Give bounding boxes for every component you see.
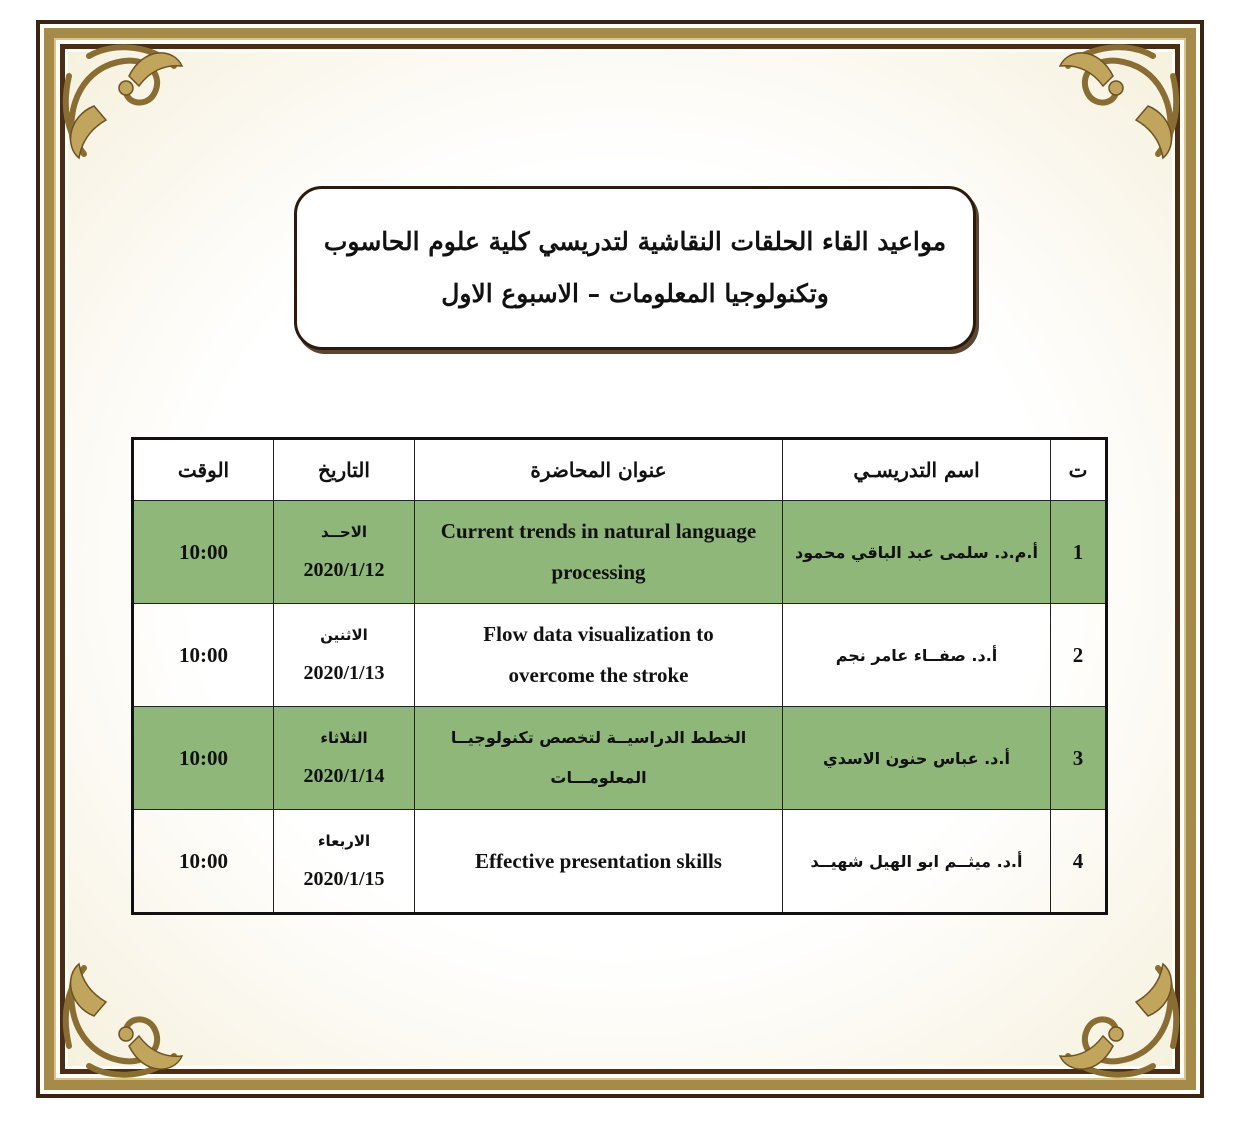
row-date: 2020/1/15	[303, 868, 385, 890]
table-row	[133, 501, 1107, 604]
corner-ornament-top-left-icon	[54, 36, 204, 166]
row-num: 2	[1051, 604, 1107, 707]
row-date: 2020/1/12	[303, 559, 385, 581]
title-box	[294, 186, 976, 350]
row-lecture: Current trends in natural language processing	[415, 501, 783, 604]
corner-ornament-top-right-icon	[1038, 36, 1188, 166]
row-date-cell	[274, 604, 415, 707]
row-name: أ.د. عباس حنون الاسدي	[783, 707, 1051, 810]
row-date: 2020/1/13	[303, 662, 385, 684]
table-row	[133, 810, 1107, 914]
header-time: الوقت	[133, 439, 274, 501]
row-date-cell	[274, 810, 415, 914]
row-time: 10:00	[133, 810, 274, 914]
schedule-table	[131, 437, 1108, 915]
row-num: 3	[1051, 707, 1107, 810]
corner-ornament-bottom-left-icon	[54, 956, 204, 1086]
row-day: الاثنين	[320, 626, 368, 644]
row-time: 10:00	[133, 501, 274, 604]
table-header-row	[133, 439, 1107, 501]
header-num: ت	[1051, 439, 1107, 501]
row-lecture: الخطط الدراسيــة لتخصص تكنولوجيــا المعلومـــات	[415, 707, 783, 810]
table-row	[133, 604, 1107, 707]
row-num: 1	[1051, 501, 1107, 604]
row-day: الثلاثاء	[320, 729, 368, 747]
header-name: اسم التدريسـي	[783, 439, 1051, 501]
row-lecture: Effective presentation skills	[415, 810, 783, 914]
title-line-2: وتكنولوجيا المعلومات – الاسبوع الاول	[441, 279, 829, 308]
corner-ornament-bottom-right-icon	[1038, 956, 1188, 1086]
row-day: الاربعاء	[317, 832, 371, 850]
header-lecture: عنوان المحاضرة	[415, 439, 783, 501]
row-date: 2020/1/14	[303, 765, 385, 787]
row-name: أ.د. ميثــم ابو الهيل شهيــد	[783, 810, 1051, 914]
row-time: 10:00	[133, 604, 274, 707]
table-row	[133, 707, 1107, 810]
row-date-cell	[274, 707, 415, 810]
row-name: أ.م.د. سلمى عبد الباقي محمود	[783, 501, 1051, 604]
row-day: الاحــد	[320, 523, 368, 541]
row-lecture: Flow data visualization to overcome the stroke	[415, 604, 783, 707]
header-date: التاريخ	[274, 439, 415, 501]
row-name: أ.د. صفــاء عامر نجم	[783, 604, 1051, 707]
row-date-cell	[274, 501, 415, 604]
title-line-1: مواعيد القاء الحلقات النقاشية لتدريسي كلية علوم الحاسوب	[323, 227, 947, 256]
row-num: 4	[1051, 810, 1107, 914]
row-time: 10:00	[133, 707, 274, 810]
